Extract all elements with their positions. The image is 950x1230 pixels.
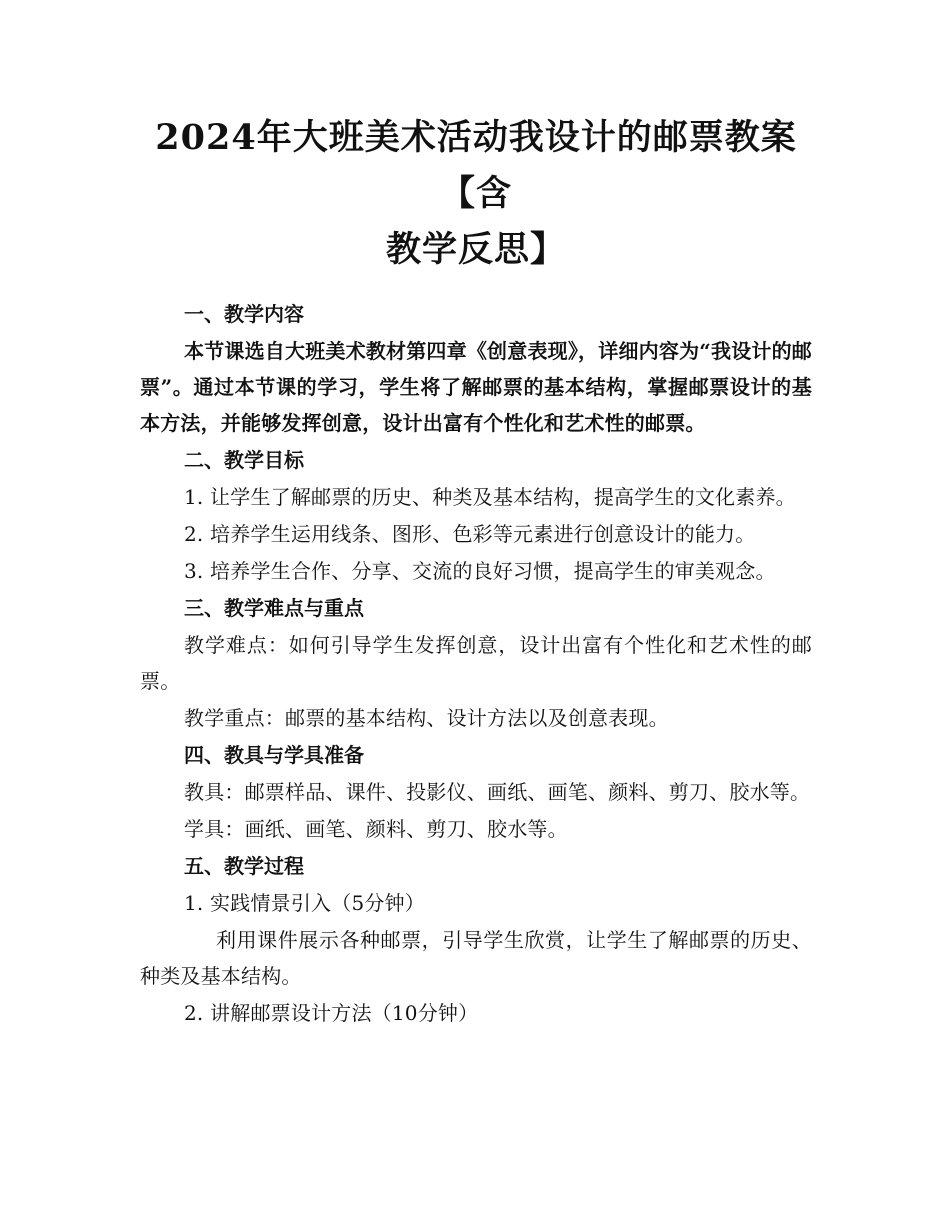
teacher-tools: 教具：邮票样品、课件、投影仪、画纸、画笔、颜料、剪刀、胶水等。 — [184, 780, 811, 804]
section-heading-teaching-process: 五、教学过程 — [184, 854, 304, 878]
goal-item-3: 3. 培养学生合作、分享、交流的良好习惯，提高学生的审美观念。 — [184, 559, 776, 583]
process-step-1-description: 利用课件展示各种邮票，引导学生欣赏，让学生了解邮票的历史、种类及基本结构。 — [140, 928, 812, 988]
student-tools: 学具：画纸、画笔、颜料、剪刀、胶水等。 — [184, 817, 568, 841]
section-heading-difficulty-key: 三、教学难点与重点 — [184, 596, 364, 620]
process-step-2: 2. 讲解邮票设计方法（10分钟） — [184, 1001, 479, 1025]
teaching-content-paragraph: 本节课选自大班美术教材第四章《创意表现》，详细内容为“我设计的邮票”。通过本节课的学习，学生将了解邮票的基本结构，掌握邮票设计的基本方法，并能够发挥创意，设计出富有个性化和艺术性的邮票。 — [140, 339, 812, 435]
title-line-2: 教学反思】 — [385, 229, 566, 270]
teaching-key-point: 教学重点：邮票的基本结构、设计方法以及创意表现。 — [184, 706, 669, 730]
document-page — [140, 110, 812, 1032]
teaching-difficulty: 教学难点：如何引导学生发挥创意，设计出富有个性化和艺术性的邮票。 — [140, 633, 812, 693]
document-title — [140, 110, 812, 278]
section-heading-teaching-goals: 二、教学目标 — [184, 448, 304, 472]
section-heading-materials: 四、教具与学具准备 — [184, 743, 364, 767]
process-step-1: 1. 实践情景引入（5分钟） — [184, 891, 425, 915]
section-heading-teaching-content: 一、教学内容 — [184, 302, 304, 326]
goal-item-1: 1. 让学生了解邮票的历史、种类及基本结构，提高学生的文化素养。 — [184, 485, 796, 509]
goal-item-2: 2. 培养学生运用线条、图形、色彩等元素进行创意设计的能力。 — [184, 522, 756, 546]
title-line-1: 2024年大班美术活动我设计的邮票教案【含 — [155, 117, 797, 214]
